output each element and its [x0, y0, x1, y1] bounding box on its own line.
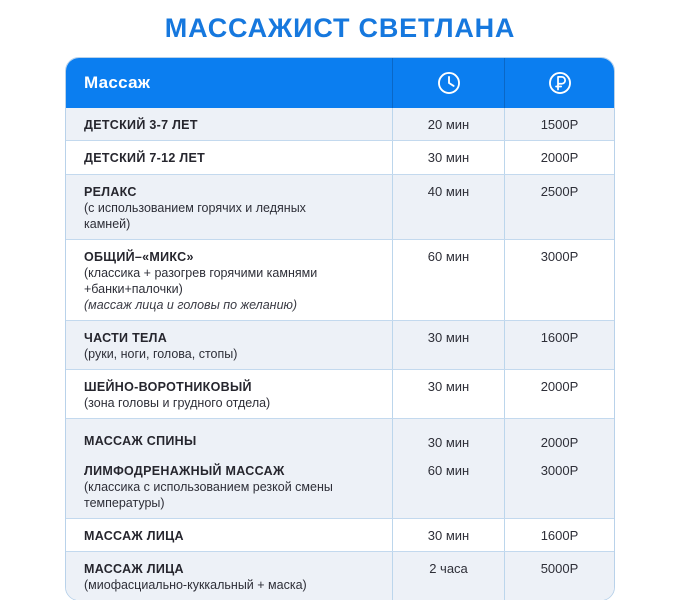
duration-cell: 40 мин: [392, 175, 504, 239]
duration-cell: 60 мин: [392, 459, 504, 518]
price-cell: 5000Р: [504, 552, 614, 600]
duration-cell: 30 мин: [392, 519, 504, 551]
header-duration-column: [392, 58, 504, 108]
duration-cell: 60 мин: [392, 240, 504, 320]
table-row: [66, 239, 614, 320]
table-row: [66, 518, 614, 551]
service-subtitle: (миофасциально-куккальный + маска): [84, 578, 307, 592]
price-cell: 2000Р: [504, 141, 614, 174]
table-row: [66, 320, 614, 369]
service-title: ШЕЙНО-ВОРОТНИКОВЫЙ: [84, 380, 252, 394]
service-title: МАССАЖ СПИНЫ: [84, 434, 197, 448]
table-row: [66, 551, 614, 600]
service-subtitle: (с использованием горячих и ледяных камней): [84, 201, 306, 231]
table-row: [66, 140, 614, 174]
ruble-icon: [546, 69, 574, 97]
price-table-card: [65, 57, 615, 600]
price-cell: 1600Р: [504, 321, 614, 369]
service-title: ДЕТСКИЙ 7-12 ЛЕТ: [84, 151, 206, 165]
table-row: [66, 174, 614, 239]
clock-icon: [435, 69, 463, 97]
service-subtitle: (зона головы и грудного отдела): [84, 396, 271, 410]
duration-cell: 30 мин: [392, 141, 504, 174]
service-title: ОБЩИЙ–«МИКС»: [84, 250, 194, 264]
duration-cell: 20 мин: [392, 108, 504, 140]
service-note: (массаж лица и головы по желанию): [84, 298, 298, 312]
service-title: ЧАСТИ ТЕЛА: [84, 331, 168, 345]
service-title: МАССАЖ ЛИЦА: [84, 529, 184, 543]
table-row: [66, 108, 614, 140]
price-cell: 2000Р: [504, 370, 614, 418]
header-price-column: [504, 58, 614, 108]
service-subtitle: (классика + разогрев горячими камнями +банки+палочки): [84, 266, 318, 296]
service-subtitle: (руки, ноги, голова, стопы): [84, 347, 238, 361]
service-title: ЛИМФОДРЕНАЖНЫЙ МАССАЖ: [84, 464, 285, 478]
page-title: МАССАЖИСТ СВЕТЛАНА: [164, 13, 516, 43]
duration-cell: 30 мин: [392, 321, 504, 369]
service-title: ДЕТСКИЙ 3-7 ЛЕТ: [84, 118, 198, 132]
price-cell: 2000Р: [504, 419, 614, 459]
duration-cell: 2 часа: [392, 552, 504, 600]
service-subtitle: (классика с использованием резкой смены температуры): [84, 480, 333, 510]
table-row: [66, 418, 614, 518]
duration-cell: 30 мин: [392, 370, 504, 418]
price-cell: 1500Р: [504, 108, 614, 140]
service-title: РЕЛАКС: [84, 185, 137, 199]
duration-cell: 30 мин: [392, 419, 504, 459]
price-cell: 3000Р: [504, 240, 614, 320]
table-header: [66, 58, 614, 108]
table-row: [66, 369, 614, 418]
price-cell: 1600Р: [504, 519, 614, 551]
price-cell: 2500Р: [504, 175, 614, 239]
price-cell: 3000Р: [504, 459, 614, 518]
header-massage-label: Массаж: [84, 73, 151, 92]
service-title: МАССАЖ ЛИЦА: [84, 562, 184, 576]
